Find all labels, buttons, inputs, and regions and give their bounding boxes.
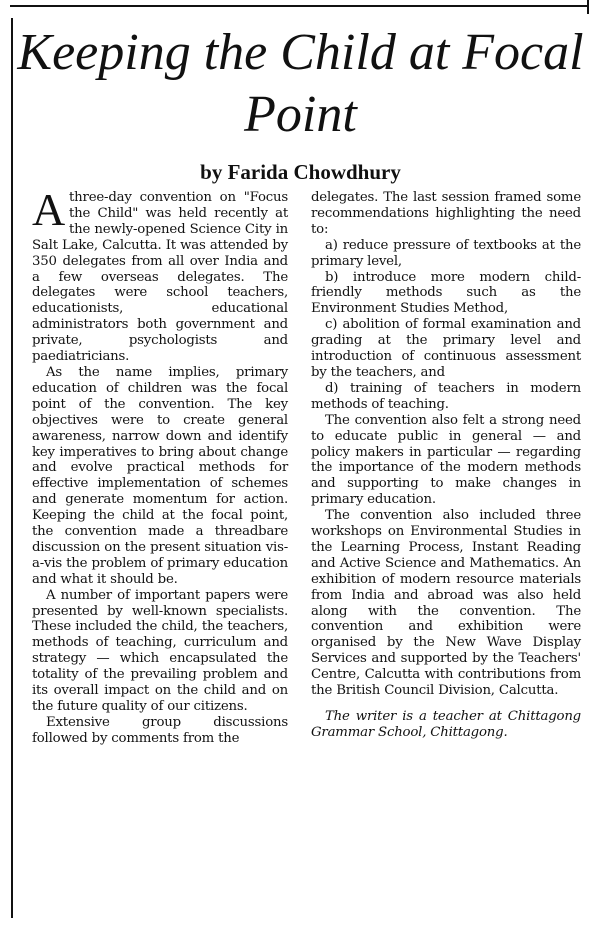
- drop-cap: A: [32, 184, 66, 235]
- left-column: [32, 184, 288, 747]
- recommendation-b: b) introduce more modern child-friendly methods such as the Environment Studies Method,: [311, 269, 581, 317]
- paragraph-4: Extensive group discussions followed by comments from the: [32, 714, 288, 746]
- article-byline: by Farida Chowdhury: [200, 160, 401, 184]
- author-note: The writer is a teacher at Chittagong Grammar School, Chittagong.: [311, 709, 581, 740]
- paragraph-1-text: three-day convention on "Focus the Child" was held recently at the newly-opened Science City in Salt Lake, Calcutta. It was attended by 350 delegates from all over India and a few overseas delegates. The delegates were school teachers, educationists, educational administrators both government and private, psychologists and paediatricians.: [32, 190, 288, 365]
- article-headline: Keeping the Child at Focal Point: [17, 24, 584, 143]
- right-border-rule: [587, 0, 589, 14]
- recommendation-d: d) training of teachers in modern methods of teaching.: [311, 380, 581, 412]
- recommendations-intro: delegates. The last session framed some recommendations highlighting the need to:: [311, 190, 581, 237]
- paragraph-2: As the name implies, primary education of children was the focal point of the convention. The key objectives were to create general awareness, narrow down and identify key imperatives to bring about change and evolve practical methods for effective implementation of schemes and generate momentum for action. Keeping the child at the focal point, the convention made a threadbare discussion on the present situation vis-a-vis the problem of primary education and what it should be.: [32, 364, 288, 587]
- top-border-rule: [10, 0, 589, 7]
- left-border-rule: [11, 18, 13, 918]
- recommendation-c: c) abolition of formal examination and grading at the primary level and introduction of continuous assessment by the teachers, and: [311, 317, 581, 380]
- paragraph-workshops: The convention also included three workshops on Environmental Studies in the Learning Process, Instant Reading and Active Science and Mathematics. An exhibition of modern resource materials from India and abroad was also held along with the convention. The convention and exhibition were organised by the New Wave Display Services and supported by the Teachers' Centre, Calcutta with contributions from the British Council Division, Calcutta.: [311, 508, 581, 699]
- recommendation-a: a) reduce pressure of textbooks at the primary level,: [311, 237, 581, 269]
- right-column: [311, 190, 581, 741]
- paragraph-3: A number of important papers were presented by well-known specialists. These included the child, the teachers, methods of teaching, curriculum and strategy — which encapsulated the totality of the prevailing problem and its overall impact on the child and on the future quality of our citizens.: [32, 587, 288, 714]
- paragraph-1: [32, 184, 288, 365]
- paragraph-policy: The convention also felt a strong need to educate public in general — and policy makers in particular — regarding the importance of the modern methods and supporting to make changes in primary education.: [311, 412, 581, 508]
